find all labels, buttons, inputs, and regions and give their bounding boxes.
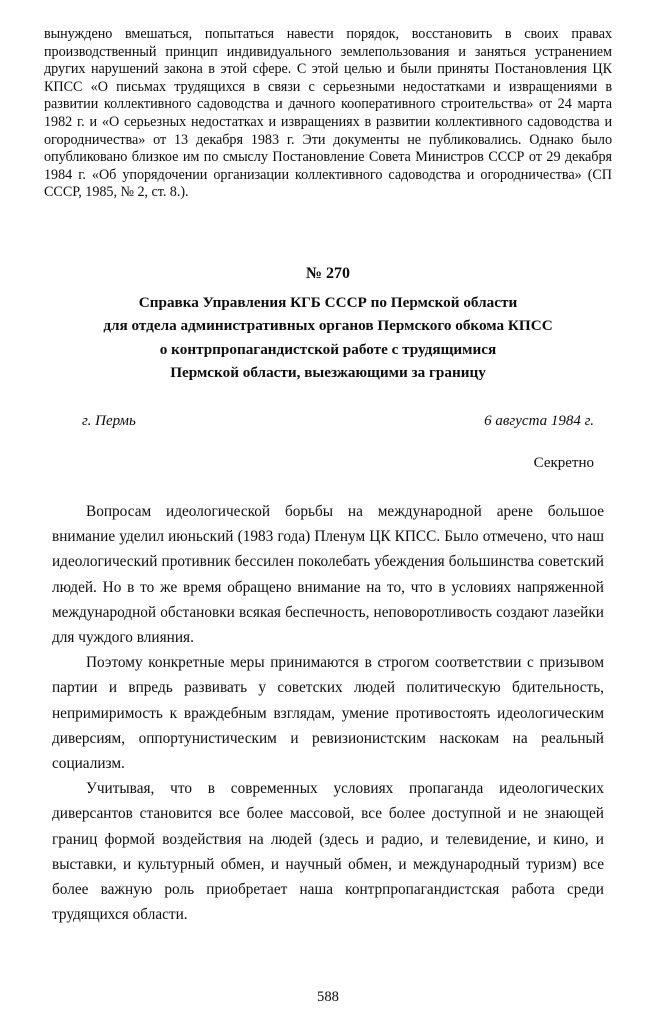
spacer-below-heading <box>44 385 612 413</box>
document-title-line-3: о контрпропагандистской работе с трудящимися <box>159 340 497 358</box>
document-title-line-4: Пермской области, выезжающими за границу <box>170 364 486 382</box>
document-number: № 270 <box>305 264 351 282</box>
document-title-line-1: Справка Управления КГБ СССР по Пермской области <box>138 293 518 311</box>
body-paragraph-3: Учитывая, что в современных условиях пропаганда идеологических диверсантов становится все более массовой, все более доступной и не знающей границ формой воздействия на людей (здесь и радио, и телевидение, и кино, и выставки, и культурный обмен, и научный обмен, и международный туризм) все более важную роль приобретает наша контрпропагандистская работа среди трудящихся области. <box>52 780 604 924</box>
place-label: г. Пермь <box>82 412 136 429</box>
continuation-paragraph-text: вынуждено вмешаться, попытаться навести порядок, восстановить в своих правах производственный принцип индивидуального землепользования и заняться устранением других нарушений закона в этой сфере. С этой целью и были приняты Постановления ЦК КПСС «О письмах трудящихся в связи с серьезными недостатками и извращениями в развитии коллективного садоводства и дачного кооперативного строительства» от 24 марта 1982 г. и «О серьезных недостатках и извращениях в развитии коллективного садоводства и огородничества» от 13 декабря 1983 г. Эти документы не публиковались. Однако было опубликовано близкое им по смыслу Постановление Совета Министров СССР от 29 декабря 1984 г. «Об упорядочении организации коллективного садоводства и огородничества» (СП СССР, 1985, № 2, ст. 8.). <box>44 26 612 201</box>
spacer-above-heading <box>44 202 612 264</box>
document-body <box>44 499 612 927</box>
page-number: 588 <box>317 989 339 1005</box>
continuation-paragraph <box>44 26 612 202</box>
date-label: 6 августа 1984 г. <box>484 412 594 429</box>
place-and-date-row <box>44 413 612 430</box>
document-title-line-2: для отдела административных органов Пермского обкома КПСС <box>103 317 553 335</box>
body-paragraph-2: Поэтому конкретные меры принимаются в строгом соответствии с призывом партии и впредь развивать у советских людей политическую бдительность, непримиримость к враждебным взглядам, умение противостоять идеологическим диверсиям, оппортунистическим и ревизионистским наскокам на реальный социализм. <box>52 654 604 772</box>
classification-label: Секретно <box>533 454 594 471</box>
spacer-above-body <box>44 472 612 499</box>
document-title <box>44 291 612 385</box>
body-paragraph-1: Вопросам идеологической борьбы на международной арене большое внимание уделил июньский (1983 года) Пленум ЦК КПСС. Было отмечено, что наш идеологический противник бессилен поколебать убеждения большинства советский людей. Но в то же время обращено внимание на то, что в условиях напряженной международной обстановки всякая беспечность, неповоротливость создают лазейки для чуждого влияния. <box>52 502 604 646</box>
